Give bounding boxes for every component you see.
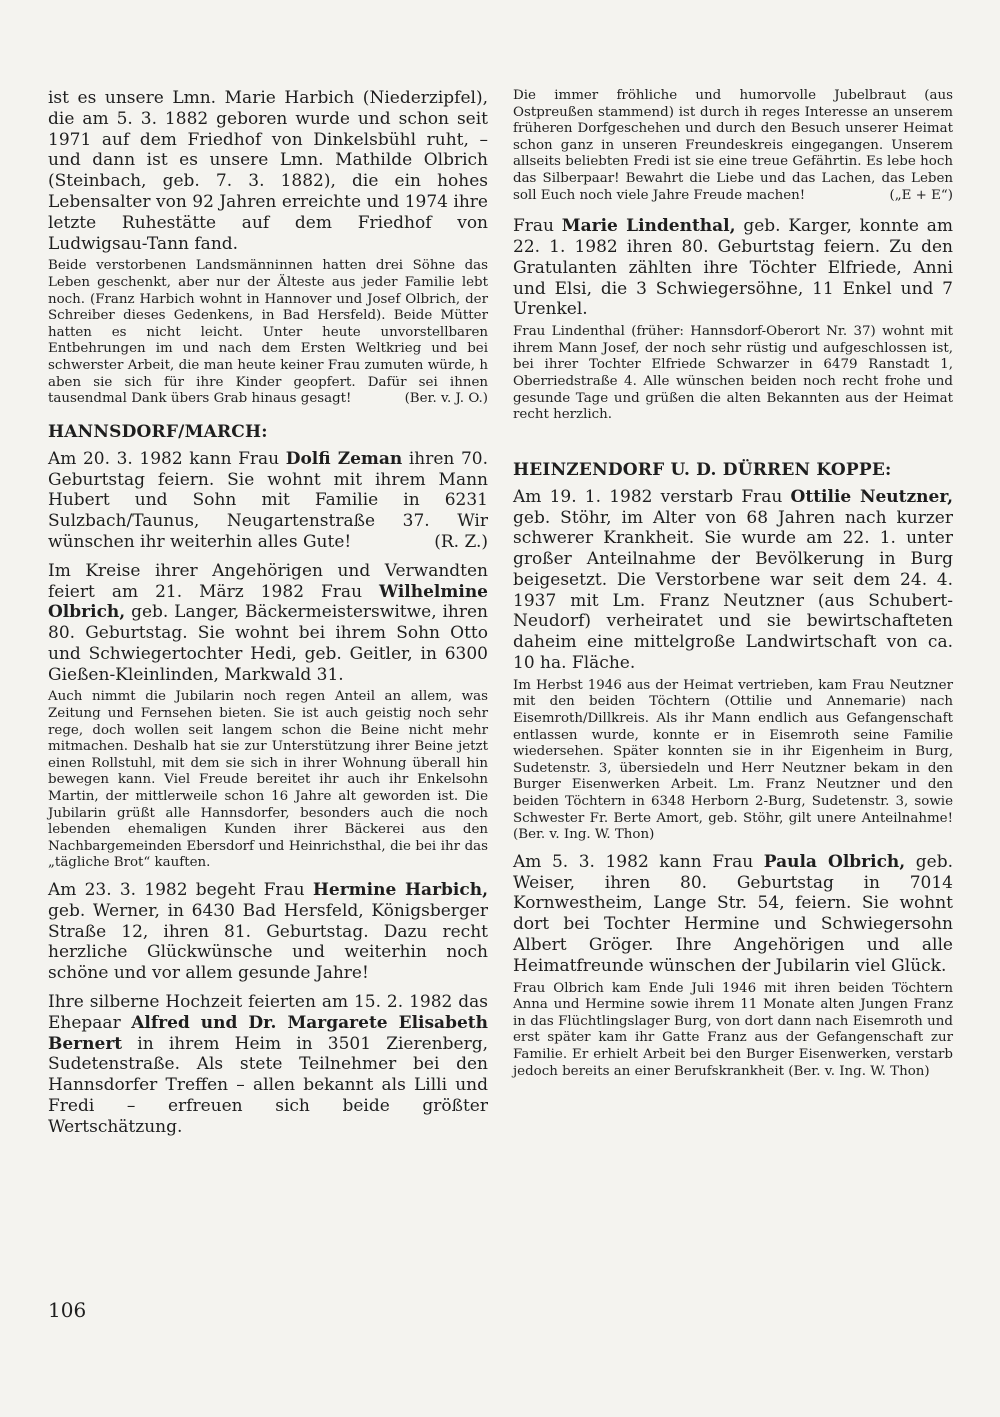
left-paragraph-6 (48, 880, 488, 984)
right-column (513, 88, 953, 1080)
left-paragraph-7-a: Ihre silberne Hochzeit feierten am 15. 2. 1982 das Ehepaar (48, 992, 488, 1033)
left-paragraph-3 (48, 449, 488, 553)
right-paragraph-5: Im Herbst 1946 aus der Heimat vertrieben, kam Frau Neutzner mit den beiden Töchtern (Ottilie und Annemarie) nach Eisemroth/Dillkreis. Als ihr Mann endlich aus Gefangenschaft entlassen wurde, konnte er in Eisemroth seine Familie wiedersehen. Später konnten sie in ihr Eigenheim in Burg, Sudetenstr. 3, übersiedeln und Herr Neutzner bekam in den Burger Eisenwerken Arbeit. Lm. Franz Neutzner und den beiden Töchtern in 6348 Herborn 2-Burg, Sudetenstr. 3, sowie Schwester Fr. Berte Amort, geb. Stöhr, gilt unere Anteilnahme! (Ber. v. Ing. W. Thon) (513, 677, 953, 843)
left-paragraph-4 (48, 561, 488, 686)
left-paragraph-4-name: Wilhelmine Olbrich, (48, 581, 488, 623)
right-paragraph-2 (513, 216, 953, 320)
left-paragraph-7-name: Alfred und Dr. Margarete Elisabeth Bernert (48, 1012, 488, 1054)
left-paragraph-4-a: Im Kreise ihrer Angehörigen und Verwandten feiert am 21. März 1982 Frau (48, 560, 488, 602)
right-paragraph-4-a: Am 19. 1. 1982 verstarb Frau (513, 486, 791, 507)
left-column (48, 88, 488, 1138)
left-paragraph-6-name: Hermine Harbich, (312, 880, 488, 901)
left-paragraph-7 (48, 992, 488, 1138)
page-number: 106 (48, 1298, 87, 1322)
section-heading-hannsdorf: HANNSDORF/MARCH: (48, 421, 268, 442)
right-paragraph-1-text: Die immer fröhliche und humorvolle Jubelbraut (aus Ostpreußen stammend) ist durch ih reges Interesse an unserem früheren Dorfgeschehen und durch den Besuch unserer Heimat schon ganz in unseren Freundeskreis eingegangen. Unserem allseits beliebten Fredi ist sie eine treue Gefährtin. Es lebe hoch das Silberpaar! Bewahrt die Liebe und das Lachen, das Leben soll Euch noch viele Jahre Freude machen! (513, 88, 953, 203)
left-paragraph-1: ist es unsere Lmn. Marie Harbich (Niederzipfel), die am 5. 3. 1882 geboren wurde und schon seit 1971 auf dem Friedhof von Dinkelsbühl ruht, – und dann ist es unsere Lmn. Mathilde Olbrich (Steinbach, geb. 7. 3. 1882), die ein hohes Lebensalter von 92 Jahren erreichte und 1974 ihre letzte Ruhestätte auf dem Friedhof von Ludwigsau-Tann fand. (48, 88, 488, 254)
right-paragraph-6-a: Am 5. 3. 1982 kann Frau (513, 851, 764, 872)
left-paragraph-2 (48, 258, 488, 407)
right-paragraph-4-b: geb. Stöhr, im Alter von 68 Jahren nach kurzer schwerer Krankheit. Sie wurde am 22. 1. unter großer Anteilnahme der Bevölkerung in Burg beigesetzt. Die Verstorbene war seit dem 24. 4. 1937 mit Lm. Franz Neutzner (aus Schubert-Neudorf) verheiratet und sie bewirtschafteten daheim eine mittelgroße Landwirtschaft von ca. 10 ha. Fläche. (513, 507, 953, 674)
right-paragraph-4 (513, 487, 953, 674)
right-paragraph-6-b: geb. Weiser, ihren 80. Geburtstag in 7014 Kornwestheim, Lange Str. 54, feiern. Sie wohnt dort bei Tochter Hermine und Schwiegersohn Albert Gröger. Ihre Angehörigen und alle Heimatfreunde wünschen der Jubilarin viel Glück. (513, 851, 953, 976)
right-paragraph-6-name: Paula Olbrich, (763, 851, 906, 872)
left-paragraph-6-a: Am 23. 3. 1982 begeht Frau (48, 880, 313, 901)
left-paragraph-3-signature: (R. Z.) (434, 531, 488, 552)
right-paragraph-2-name: Marie Lindenthal, (561, 216, 736, 237)
right-paragraph-1 (513, 88, 953, 204)
left-paragraph-4-b: geb. Langer, Bäckermeisterswitwe, ihren 80. Geburtstag. Sie wohnt bei ihrem Sohn Otto und Schwiegertochter Hedi, geb. Geitler, in 6300 Gießen-Kleinlinden, Markwald 31. (48, 602, 488, 685)
right-paragraph-3: Frau Lindenthal (früher: Hannsdorf-Oberort Nr. 37) wohnt mit ihrem Mann Josef, der noch sehr rüstig und aufgeschlossen ist, bei ihrer Tochter Elfriede Schwarzer in 6479 Ranstadt 1, Oberriedstraße 4. Alle wünschen beiden noch recht frohe und gesunde Tage und grüßen die alten Bekannten aus der Heimat recht herzlich. (513, 324, 953, 423)
right-paragraph-1-signature: („E + E“) (889, 187, 953, 203)
left-paragraph-5: Auch nimmt die Jubilarin noch regen Anteil an allem, was Zeitung und Fernsehen bieten. Sie ist auch geistig noch sehr rege, doch wollen seit langem schon die Beine nicht mehr mitmachen. Deshalb hat sie zur Unterstützung ihrer Beine jetzt einen Rollstuhl, mit dem sie sich in ihrer Wohnung überall hin bewegen kann. Viel Freude bereitet ihr auch ihr Enkelsohn Martin, der mittlerweile schon 16 Jahre alt geworden ist. Die Jubilarin grüßt alle Hannsdorfer, besonders auch die noch lebenden ehemaligen Kunden ihrer Bäckerei aus den Nachbargemeinden Ebersdorf und Heinrichsthal, die bei ihr das „tägliche Brot“ kauften. (48, 689, 488, 871)
left-paragraph-3-name: Dolfi Zeman (285, 448, 403, 469)
right-paragraph-2-b: geb. Karger, konnte am 22. 1. 1982 ihren 80. Geburtstag feiern. Zu den Gratulanten zählten ihre Töchter Elfriede, Anni und Elsi, die 3 Schwiegersöhne, 11 Enkel und 7 Urenkel. (513, 216, 953, 320)
right-paragraph-2-a: Frau (513, 216, 562, 237)
left-paragraph-2-signature: (Ber. v. J. O.) (404, 391, 488, 407)
left-paragraph-3-a: Am 20. 3. 1982 kann Frau (48, 448, 286, 469)
right-paragraph-7: Frau Olbrich kam Ende Juli 1946 mit ihren beiden Töchtern Anna und Hermine sowie ihrem 11 Monate alten Jungen Franz in das Flüchtlingslager Burg, von dort dann nach Eisemroth und erst später kam ihr Gatte Franz aus der Gefangenschaft zur Familie. Er erhielt Arbeit bei den Burger Eisenwerken, verstarb jedoch bereits an einer Berufskrankheit (Ber. v. Ing. W. Thon) (513, 980, 953, 1079)
right-paragraph-6 (513, 852, 953, 977)
left-paragraph-3-b: ihren 70. Geburtstag feiern. Sie wohnt mit ihrem Mann Hubert und Sohn mit Familie in 6231 Sulzbach/Taunus, Neugartenstraße 37. Wir wünschen ihr weiterhin alles Gute! (48, 448, 488, 552)
left-paragraph-2-text: Beide verstorbenen Landsmänninnen hatten drei Söhne das Leben geschenkt, aber nur der Älteste aus jeder Familie lebt noch. (Franz Harbich wohnt in Hannover und Josef Olbrich, der Schreiber dieses Gedenkens, in Bad Hersfeld). Beide Mütter hatten es nicht leicht. Unter heute unvorstellbaren Entbehrungen im und nach dem Ersten Weltkrieg und bei schwerster Arbeit, die man heute keiner Frau zumuten würde, h aben sie sich für ihre Kinder geopfert. Dafür sei ihnen tausendmal Dank übers Grab hinaus gesagt! (48, 258, 488, 407)
left-paragraph-7-b: in ihrem Heim in 3501 Zierenberg, Sudetenstraße. Als stete Teilnehmer bei den Hannsdorfer Treffen – allen bekannt als Lilli und Fredi – erfreuen sich beide größter Wertschätzung. (48, 1033, 488, 1137)
left-paragraph-6-b: geb. Werner, in 6430 Bad Hersfeld, Königsberger Straße 12, ihren 81. Geburtstag. Dazu recht herzliche Glückwünsche und weiterhin noch schöne und vor allem gesunde Jahre! (48, 900, 488, 984)
right-paragraph-4-name: Ottilie Neutzner, (790, 486, 953, 507)
section-heading-heinzendorf: HEINZENDORF U. D. DÜRREN KOPPE: (513, 459, 892, 480)
